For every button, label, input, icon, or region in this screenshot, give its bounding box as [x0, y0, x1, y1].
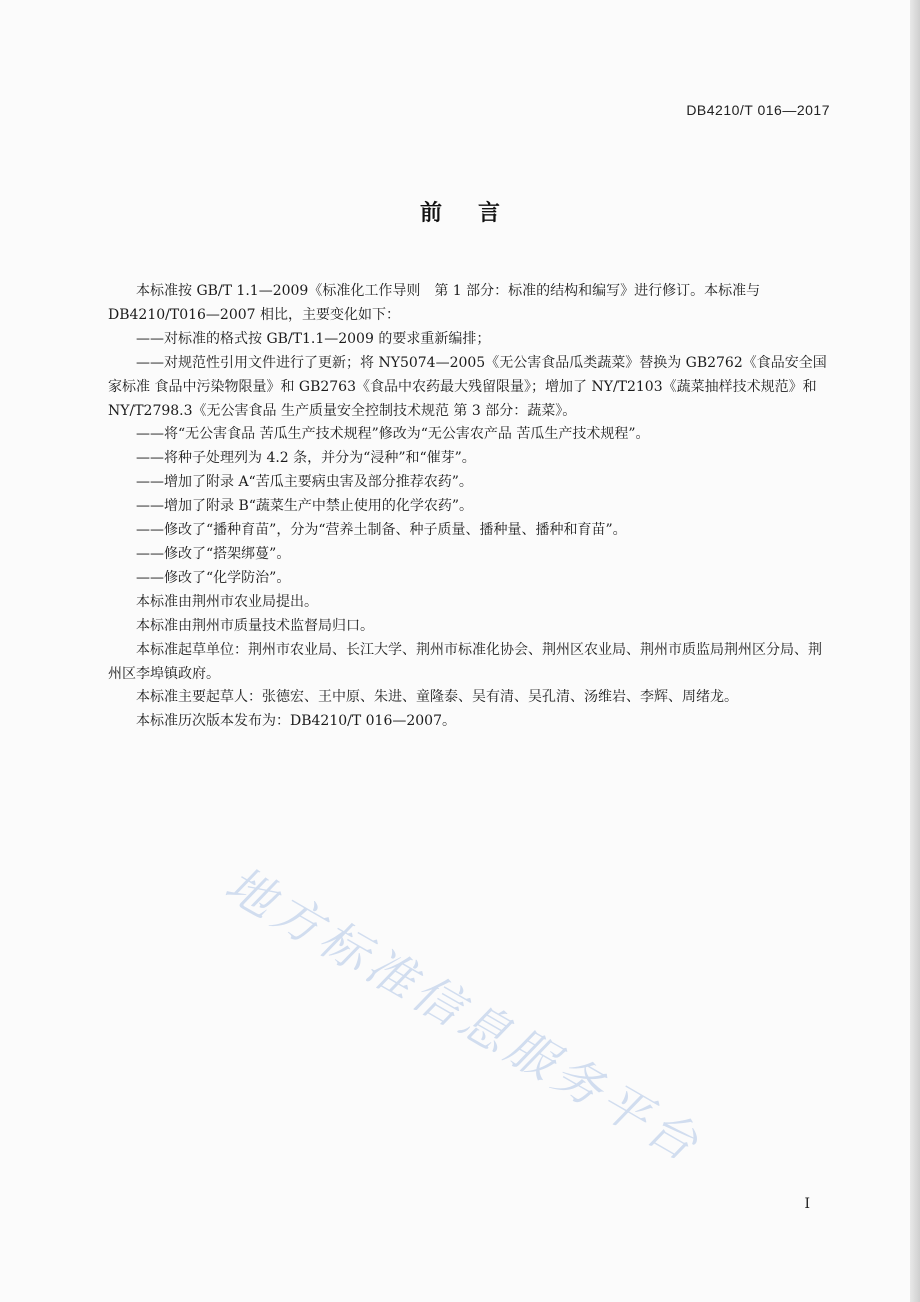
- change-item-title: ——将“无公害食品 苦瓜生产技术规程”修改为“无公害农产品 苦瓜生产技术规程”。: [136, 426, 650, 443]
- foreword-body: [108, 280, 830, 734]
- page-title: 前言: [419, 201, 536, 226]
- change-item-appendix-a: ——增加了附录 A“苦瓜主要病虫害及部分推荐农药”。: [136, 474, 473, 491]
- scan-edge: [910, 0, 920, 1302]
- change-item-seed-treatment: ——将种子处理列为 4.2 条，并分为“浸种”和“催芽”。: [136, 450, 476, 467]
- main-drafters: 本标准主要起草人：张德宏、王中原、朱进、童隆泰、吴有清、吴孔清、汤维岩、李辉、周绪龙。: [136, 689, 738, 706]
- change-item-appendix-b: ——增加了附录 B“蔬菜生产中禁止使用的化学农药”。: [136, 498, 474, 515]
- change-item-chemical-control: ——修改了“化学防治”。: [136, 569, 291, 586]
- page-number: I: [804, 1196, 810, 1212]
- document-code: DB4210/T 016—2017: [686, 102, 830, 118]
- watermark-stamp: 地方标准信息服务平台: [215, 856, 712, 1175]
- change-item-format: ——对标准的格式按 GB/T1.1—2009 的要求重新编排；: [136, 330, 491, 347]
- change-item-trellis: ——修改了“搭架绑蔓”。: [136, 545, 291, 562]
- administered-by: 本标准由荆州市质量技术监督局归口。: [136, 617, 374, 634]
- proposed-by: 本标准由荆州市农业局提出。: [136, 593, 318, 610]
- drafting-units: 本标准起草单位：荆州市农业局、长江大学、荆州市标准化协会、荆州区农业局、荆州市质监局荆州区分局、荆州区李埠镇政府。: [108, 641, 822, 682]
- previous-editions: 本标准历次版本发布为：DB4210/T 016—2007。: [136, 713, 456, 730]
- paragraph-intro: 本标准按 GB/T 1.1—2009《标准化工作导则 第 1 部分：标准的结构和编写》进行修订。本标准与 DB4210/T016—2007 相比，主要变化如下：: [108, 283, 761, 323]
- change-item-seedling: ——修改了“播种育苗”，分为“营养土制备、种子质量、播种量、播种和育苗”。: [136, 522, 627, 539]
- change-item-references: ——对规范性引用文件进行了更新；将 NY5074—2005《无公害食品瓜类蔬菜》替换为 GB2762《食品安全国家标准 食品中污染物限量》和 GB2763《食品中农药最大残留限量》；增加了 NY/T2103《蔬菜抽样技术规范》和 NY/T2798.3《无公害食品 生产质量安全控制技术规范 第 3 部分：蔬菜》。: [108, 354, 827, 419]
